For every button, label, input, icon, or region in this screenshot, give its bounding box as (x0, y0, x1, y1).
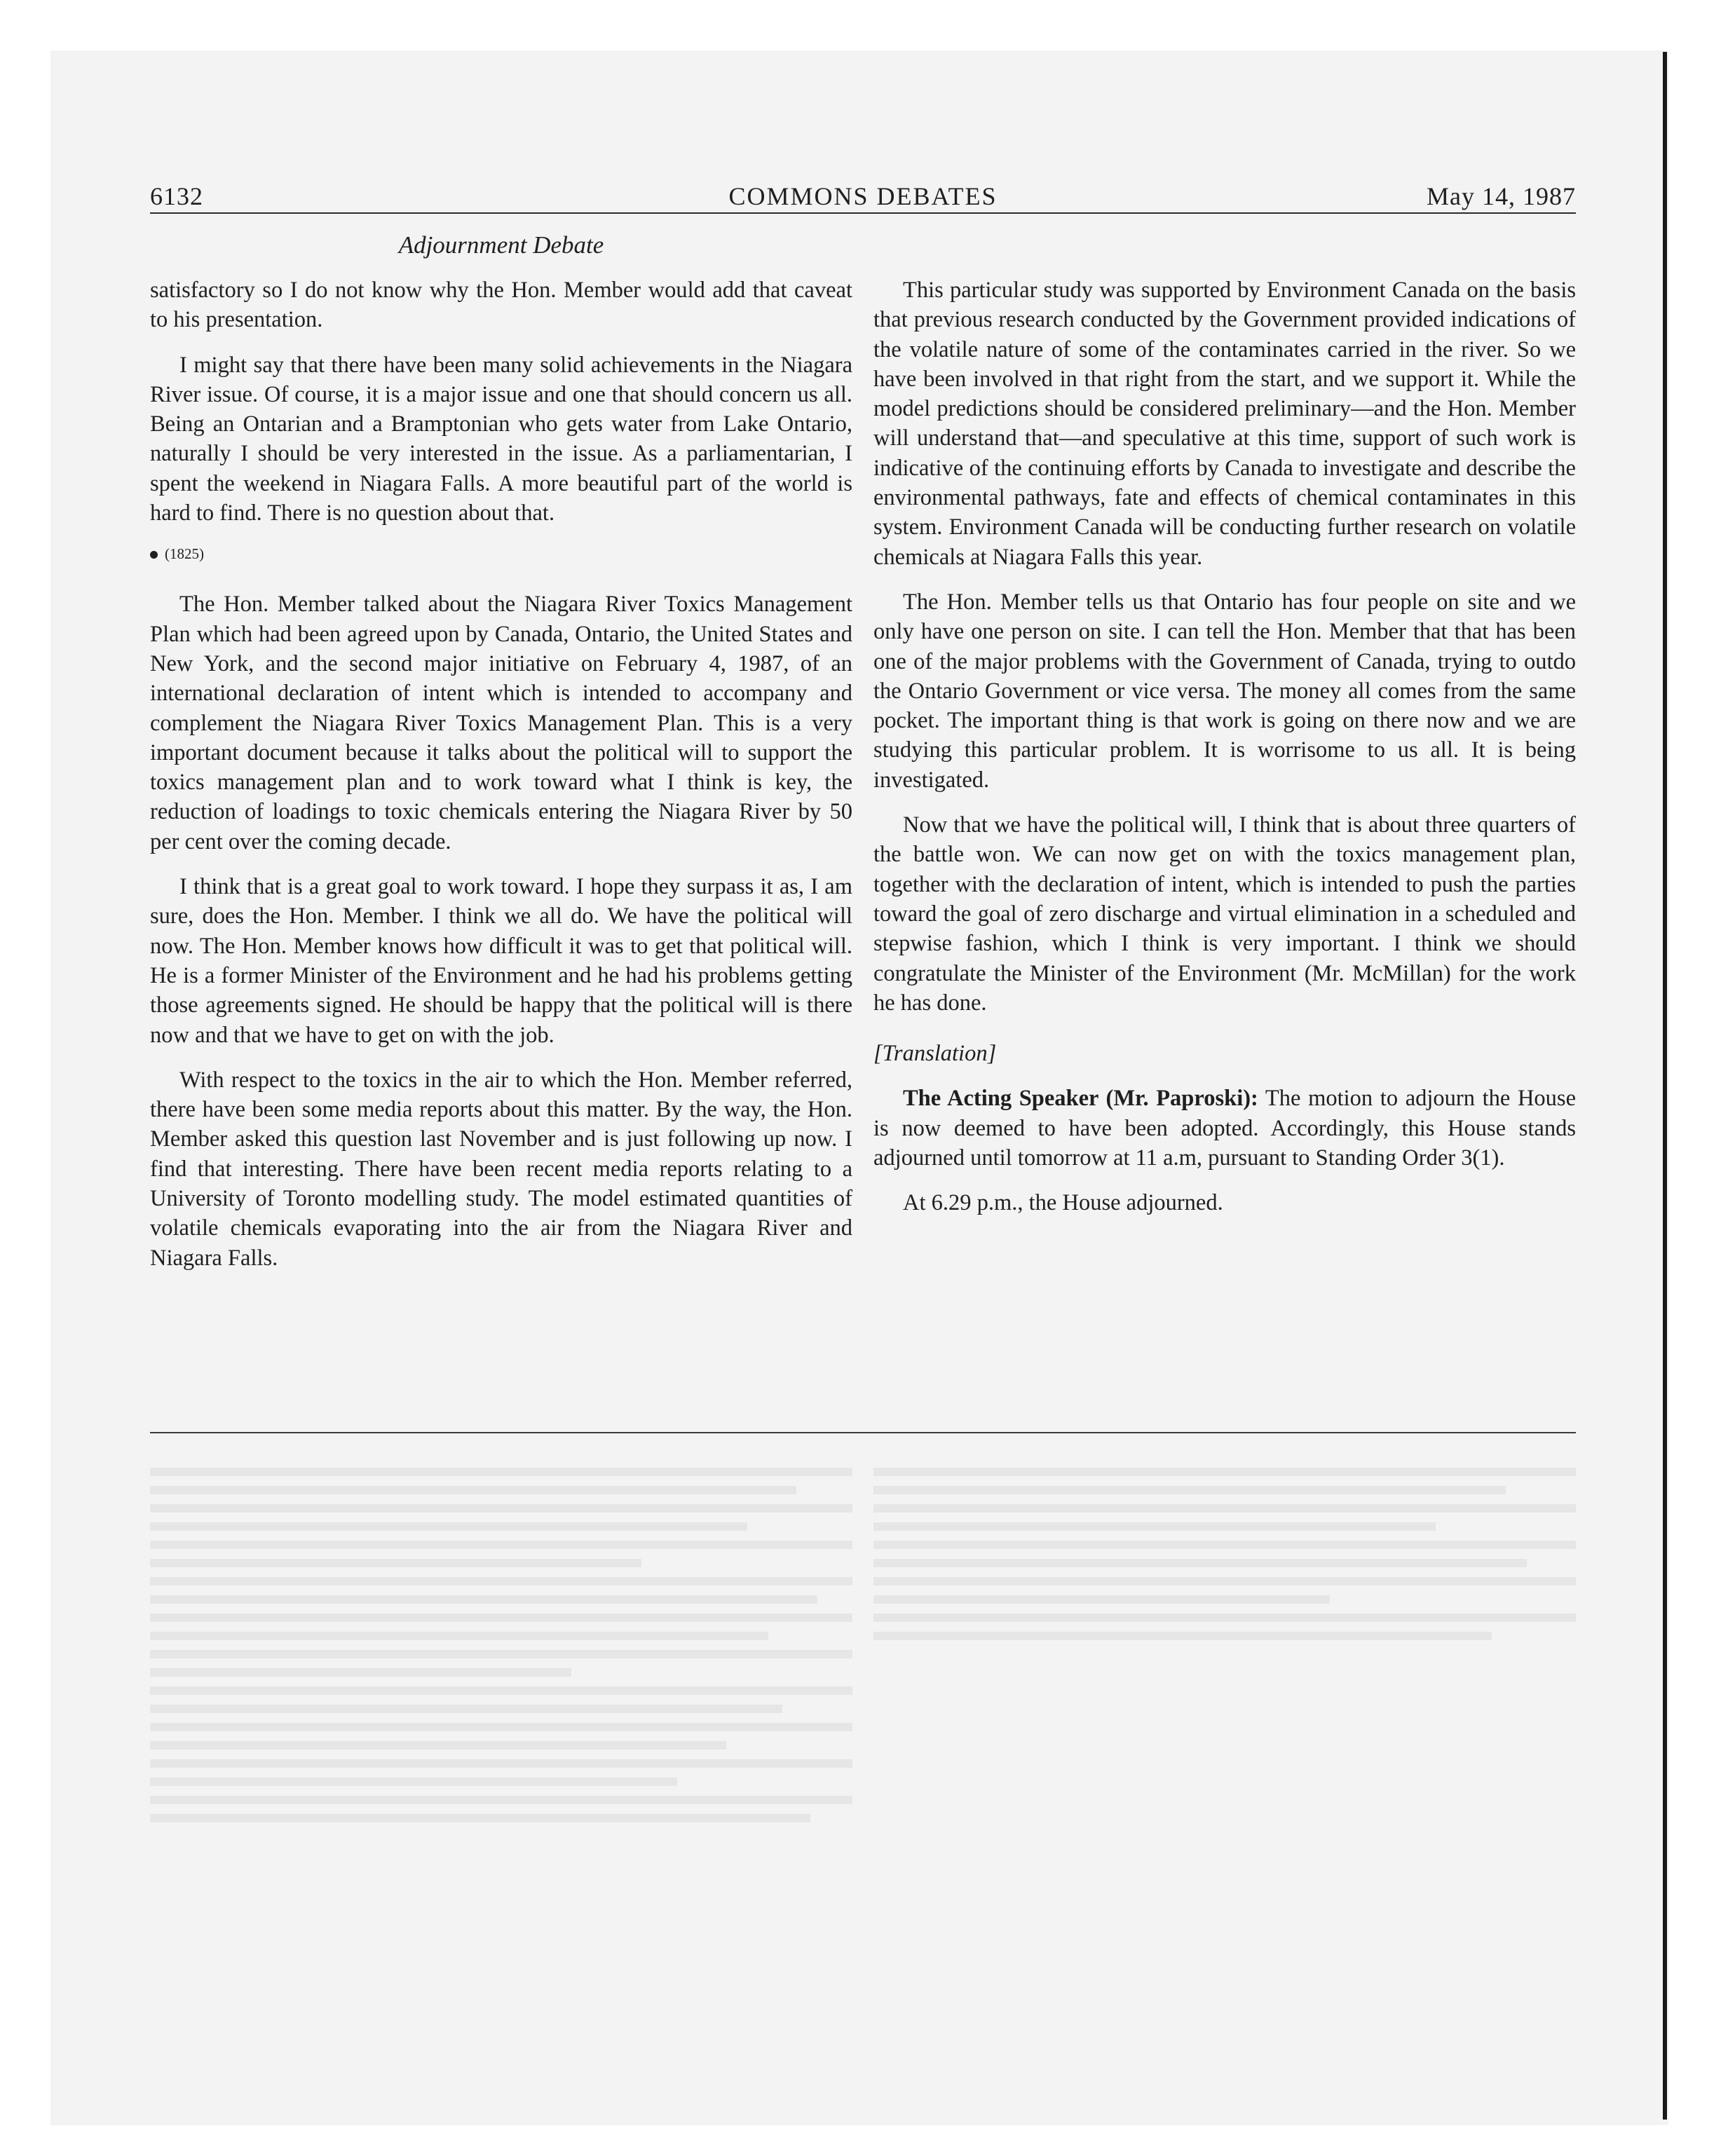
paragraph: I think that is a great goal to work toward. I hope they surpass it as, I am sure, does the Hon. Member. I think we all do. We have the political will now. The Hon. Member knows how difficult it was to get that political will. He is a former Minister of the Environment and he had his problems getting those agreements signed. He should be happy that the political will is there now and that we have to get on with the job. (150, 874, 852, 1048)
speaker-name: The Acting Speaker (Mr. Paproski): (903, 1086, 1258, 1112)
header-rule (150, 212, 1576, 214)
footer-rule (150, 1432, 1576, 1433)
paragraph: Now that we have the political will, I think that is about three quarters of the battle won. We can now get on with the toxics management plan, together with the declaration of intent, which is intended to push the parties toward the goal of zero discharge and virtual elimination in a scheduled and stepwise fashion, which I think is very important. I think we should congratulate the Minister of the Environment (Mr. McMillan) for the work he has done. (873, 812, 1576, 1016)
paragraph: With respect to the toxics in the air to which the Hon. Member referred, there have been some media reports about this matter. By the way, the Hon. Member asked this question last November and is just following up now. I find that interesting. There have been recent media reports relating to a University of Toronto modelling study. The model estimated quantities of volatile chemicals evaporating into the air from the Niagara River and Niagara Falls. (150, 1067, 852, 1271)
left-column (150, 275, 852, 1288)
paragraph: The Hon. Member tells us that Ontario has four people on site and we only have one person on site. I can tell the Hon. Member that that has been one of the major problems with the Government of Canada, trying to outdo the Ontario Government or vice versa. The money all comes from the same pocket. The important thing is that work is going on there now and we are studying this particular problem. It is worrisome to us all. It is being investigated. (873, 589, 1576, 793)
bleed-through-right (873, 1458, 1576, 1752)
speaker-text: The motion to adjourn the House is now deemed to have been adopted. Accordingly, this House stands adjourned until tomorrow at 11 a.m, pursuant to Standing Order 3(1). (873, 1086, 1576, 1171)
page-header (150, 179, 1576, 214)
bleed-through-left (150, 1458, 852, 2033)
paragraph: This particular study was supported by Environment Canada on the basis that previous research conducted by the Government provided indications of the volatile nature of some of the contaminates carried in the river. So we have been involved in that right from the start, and we support it. While the model predictions should be considered preliminary—and the Hon. Member will understand that—and speculative at this time, support of such work is indicative of the continuing efforts by Canada to investigate and describe the environmental pathways, fate and effects of chemical contaminates in this system. Environment Canada will be conducting further research on volatile chemicals at Niagara Falls this year. (873, 278, 1576, 570)
paragraph: The Hon. Member talked about the Niagara River Toxics Management Plan which had been agreed upon by Canada, Ontario, the United States and New York, and the second major initiative on February 4, 1987, of an international declaration of intent which is intended to accompany and complement the Niagara River Toxics Management Plan. This is a very important document because it talks about the political will to support the toxics management plan and to work toward what I think is key, the reduction of loadings to toxic chemicals entering the Niagara River by 50 per cent over the coming decade. (150, 592, 852, 854)
right-column (873, 275, 1576, 1234)
paragraph: I might say that there have been many solid achievements in the Niagara River issue. Of course, it is a major issue and one that should concern us all. Being an Ontarian and a Bramptonian who gets water from Lake Ontario, naturally I should be very interested in the issue. As a parliamentarian, I spent the weekend in Niagara Falls. A more beautiful part of the world is hard to find. There is no question about that. (150, 352, 852, 526)
speaker-paragraph (873, 1084, 1576, 1173)
section-title: Adjournment Debate (398, 231, 604, 259)
translation-label: [Translation] (873, 1041, 997, 1067)
paragraph: satisfactory so I do not know why the Hon. Member would add that caveat to his presentation. (150, 278, 852, 333)
scan-edge-shadow (1663, 52, 1667, 2120)
paragraph: At 6.29 p.m., the House adjourned. (903, 1190, 1223, 1216)
time-marker (150, 543, 852, 564)
time-marker-label: (1825) (165, 545, 204, 563)
publication-title: COMMONS DEBATES (728, 182, 998, 210)
bullet-dot-icon (150, 551, 158, 559)
page-number: 6132 (150, 182, 203, 210)
publication-date: May 14, 1987 (1427, 182, 1576, 210)
